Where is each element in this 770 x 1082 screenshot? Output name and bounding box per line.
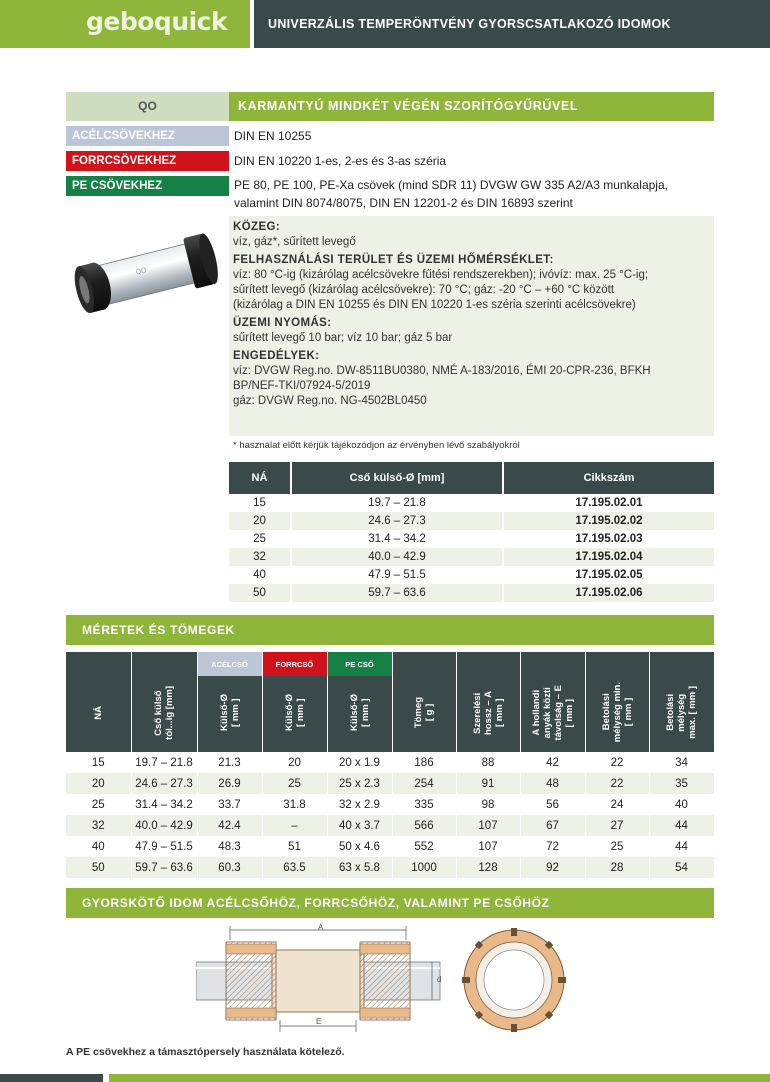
table-cell: 59.7 – 63.6: [291, 584, 503, 602]
spec-welded-pipes: DIN EN 10220 1-es, 2-es és 3-as széria: [234, 154, 447, 168]
group-header-welded: FORRCSŐ: [262, 652, 327, 676]
group-header-empty: [520, 652, 585, 676]
table-cell: 63.5: [262, 857, 327, 878]
approvals-heading: ENGEDÉLYEK:: [233, 350, 320, 362]
page-header: [0, 0, 770, 48]
page-title: UNIVERZÁLIS TEMPERÖNTVÉNY GYORSCSATLAKOZÓ IDOMOK: [254, 0, 770, 48]
column-header: [327, 676, 392, 752]
article-number-cell: 17.195.02.02: [503, 512, 714, 530]
table-cell: 552: [392, 836, 456, 857]
column-header: [66, 676, 131, 752]
table-cell: 56: [520, 794, 585, 815]
table-cell: 32 x 2.9: [327, 794, 392, 815]
footnote: * használat előtt kérjük tájékozódjon az érvényben lévő szabályokról: [233, 440, 520, 451]
table-row: [66, 752, 714, 773]
article-number-cell: 17.195.02.06: [503, 584, 714, 602]
table-cell: 40 x 3.7: [327, 815, 392, 836]
pressure-text: sűrített levegő 10 bar; víz 10 bar; gáz 5 bar: [233, 332, 453, 344]
table-row: [66, 836, 714, 857]
pe-support-sleeve-note: A PE csövekhez a támasztópersely használata kötelező.: [66, 1046, 345, 1058]
table-cell: 24.6 – 27.3: [291, 512, 503, 530]
table-cell: 98: [456, 794, 520, 815]
column-header-text: Külső-Ø [ mm ]: [283, 694, 306, 731]
column-header-text: Cső külső tól...ig [mm]: [153, 685, 175, 740]
column-header-row: [66, 676, 714, 752]
column-header: [131, 676, 197, 752]
table-cell: 25: [262, 773, 327, 794]
group-header-empty: [131, 652, 197, 676]
approvals-text-line: víz: DVGW Reg.no. DW-8511BU0380, NMÉ A-183/2016, ÉMI 20-CPR-236, BFKH: [233, 365, 651, 377]
brand-logo: [0, 0, 250, 48]
column-header-text: Szerelési hossz – A [ mm ]: [471, 690, 505, 735]
brand-logo-text: geboquick: [86, 7, 228, 36]
table-row: [66, 815, 714, 836]
column-header: [649, 676, 714, 752]
column-header-text: Tömeg [ g ]: [413, 696, 435, 729]
use-text-line: sűrített levegő (kizárólag acélcsövekre): 70 °C; gáz: -20 °C – +60 °C között: [233, 284, 615, 296]
approvals-text-line: gáz: DVGW Reg.no. NG-4502BL0450: [233, 395, 427, 407]
table-cell: 40: [649, 794, 714, 815]
footer-bar-right: [109, 1074, 770, 1082]
table-cell: 60.3: [197, 857, 262, 878]
technical-info-box: [229, 216, 714, 436]
table-header-row: [229, 462, 714, 494]
table-row: [66, 857, 714, 878]
table-cell: 51: [262, 836, 327, 857]
table-cell: 44: [649, 815, 714, 836]
table-cell: 91: [456, 773, 520, 794]
tag-steel-pipes: ACÉLCSÖVEKHEZ: [66, 126, 229, 146]
table-cell: 48: [520, 773, 585, 794]
table-cell: 25: [66, 794, 131, 815]
column-header-text: NÁ: [92, 705, 104, 720]
column-header-text: Betolási mélység max. [ mm ]: [665, 686, 698, 739]
table-cell: 44: [649, 836, 714, 857]
table-cell: –: [262, 815, 327, 836]
group-header-empty: [66, 652, 131, 676]
group-header-empty: [392, 652, 456, 676]
article-number-cell: 17.195.02.01: [503, 494, 714, 512]
table-cell: 72: [520, 836, 585, 857]
table-cell: 40.0 – 42.9: [131, 815, 197, 836]
table-cell: 50: [66, 857, 131, 878]
table-cell: 50: [229, 584, 291, 602]
product-code: QO: [66, 92, 229, 121]
table-cell: 33.7: [197, 794, 262, 815]
medium-text: víz, gáz*, sűrített levegő: [233, 236, 356, 248]
footer-bar-left: [0, 1074, 103, 1082]
table-cell: 42.4: [197, 815, 262, 836]
coupling-technical-drawing: [196, 922, 572, 1040]
column-header-text: Külső-Ø [ mm ]: [348, 694, 371, 731]
table-row: [229, 584, 714, 602]
table-cell: 186: [392, 752, 456, 773]
table-row: [66, 794, 714, 815]
column-header: [197, 676, 262, 752]
table-row: [229, 494, 714, 512]
use-text-line: (kizárólag a DIN EN 10255 és DIN EN 10220 1-es széria szerinti acélcsövekre): [233, 299, 636, 311]
table-cell: 25: [585, 836, 649, 857]
column-header: [262, 676, 327, 752]
group-header-row: [66, 652, 714, 676]
table-row: [229, 512, 714, 530]
column-header: [392, 676, 456, 752]
table-cell: 40.0 – 42.9: [291, 548, 503, 566]
table-cell: 15: [66, 752, 131, 773]
group-header-empty: [456, 652, 520, 676]
tag-welded-pipes: FORRCSÖVEKHEZ: [66, 151, 229, 171]
table-cell: 48.3: [197, 836, 262, 857]
table-cell: 20: [262, 752, 327, 773]
table-cell: 40: [229, 566, 291, 584]
table-cell: 15: [229, 494, 291, 512]
table-cell: 107: [456, 836, 520, 857]
approvals-text-line: BP/NEF-TKI/07924-5/2019: [233, 380, 371, 392]
column-header-text: Betolási mélység min. [ mm ]: [600, 682, 634, 743]
table-cell: 32: [229, 548, 291, 566]
column-header: [456, 676, 520, 752]
dimension-label-e: E: [316, 1017, 322, 1026]
medium-heading: KÖZEG:: [233, 221, 281, 233]
table-cell: 128: [456, 857, 520, 878]
table-cell: 40: [66, 836, 131, 857]
table-cell: 32: [66, 815, 131, 836]
dimensions-table: [66, 652, 715, 878]
table-row: [229, 566, 714, 584]
table-cell: 566: [392, 815, 456, 836]
dimensions-section-title: MÉRETEK ÉS TÖMEGEK: [66, 615, 714, 645]
use-heading: FELHASZNÁLÁSI TERÜLET ÉS ÜZEMI HŐMÉRSÉKLET:: [233, 254, 554, 266]
column-header: Cső külső-Ø [mm]: [291, 462, 503, 494]
table-cell: 21.3: [197, 752, 262, 773]
table-cell: 24: [585, 794, 649, 815]
table-row: [229, 548, 714, 566]
tag-pe-pipes: PE CSÖVEKHEZ: [66, 176, 229, 196]
table-cell: 107: [456, 815, 520, 836]
dimension-label-a: A: [318, 923, 324, 932]
table-cell: 25 x 2.3: [327, 773, 392, 794]
table-cell: 22: [585, 773, 649, 794]
column-header: Cikkszám: [503, 462, 714, 494]
column-header-text: A hollandi anyák közti távolság – E [ mm ]: [530, 684, 575, 741]
article-number-cell: 17.195.02.05: [503, 566, 714, 584]
column-header: NÁ: [229, 462, 291, 494]
group-header-empty: [585, 652, 649, 676]
use-text-line: víz: 80 °C-ig (kizárólag acélcsövekre fűtési rendszerekben); ivóvíz: max. 25 °C-ig;: [233, 269, 649, 281]
table-row: [229, 530, 714, 548]
group-header-pe: PE CSŐ: [327, 652, 392, 676]
table-cell: 19.7 – 21.8: [291, 494, 503, 512]
table-cell: 92: [520, 857, 585, 878]
column-header: [520, 676, 585, 752]
spec-pe-pipes-line2: valamint DIN 8074/8075, DIN EN 12201-2 és DIN 16893 szerint: [234, 196, 573, 210]
table-cell: 20: [66, 773, 131, 794]
pressure-heading: ÜZEMI NYOMÁS:: [233, 317, 332, 329]
table-cell: 20 x 1.9: [327, 752, 392, 773]
table-cell: 19.7 – 21.8: [131, 752, 197, 773]
table-cell: 1000: [392, 857, 456, 878]
table-cell: 63 x 5.8: [327, 857, 392, 878]
table-cell: 31.4 – 34.2: [291, 530, 503, 548]
article-number-table: [229, 462, 714, 602]
table-cell: 254: [392, 773, 456, 794]
table-cell: 31.4 – 34.2: [131, 794, 197, 815]
table-cell: 27: [585, 815, 649, 836]
group-header-empty: [649, 652, 714, 676]
article-number-cell: 17.195.02.03: [503, 530, 714, 548]
table-cell: 47.9 – 51.5: [291, 566, 503, 584]
table-cell: 34: [649, 752, 714, 773]
group-header-steel: ACÉLCSŐ: [197, 652, 262, 676]
table-cell: 59.7 – 63.6: [131, 857, 197, 878]
table-cell: 88: [456, 752, 520, 773]
spec-pe-pipes: PE 80, PE 100, PE-Xa csövek (mind SDR 11) DVGW GW 335 A2/A3 munkalapja,: [234, 178, 668, 192]
table-cell: 54: [649, 857, 714, 878]
table-row: [66, 773, 714, 794]
column-header: [585, 676, 649, 752]
table-cell: 20: [229, 512, 291, 530]
table-cell: 25: [229, 530, 291, 548]
dimensions-table-wrapper: [66, 652, 714, 878]
product-title: KARMANTYÚ MINDKÉT VÉGÉN SZORÍTÓGYŰRŰVEL: [229, 92, 714, 121]
table-cell: 35: [649, 773, 714, 794]
table-cell: 28: [585, 857, 649, 878]
table-cell: 47.9 – 51.5: [131, 836, 197, 857]
table-cell: 24.6 – 27.3: [131, 773, 197, 794]
table-cell: 26.9: [197, 773, 262, 794]
spec-steel-pipes: DIN EN 10255: [234, 129, 312, 143]
table-cell: 31.8: [262, 794, 327, 815]
table-cell: 50 x 4.6: [327, 836, 392, 857]
table-cell: 42: [520, 752, 585, 773]
diagram-section-title: GYORSKÖTŐ IDOM ACÉLCSŐHÖZ, FORRCSŐHÖZ, VALAMINT PE CSŐHÖZ: [66, 888, 714, 918]
article-number-cell: 17.195.02.04: [503, 548, 714, 566]
table-cell: 335: [392, 794, 456, 815]
svg-text:QO: QO: [134, 266, 148, 277]
coupling-product-image: [72, 222, 222, 322]
table-cell: 22: [585, 752, 649, 773]
column-header-text: Külső-Ø [ mm ]: [218, 694, 241, 731]
dimension-label-d: d: [437, 975, 442, 984]
table-cell: 67: [520, 815, 585, 836]
